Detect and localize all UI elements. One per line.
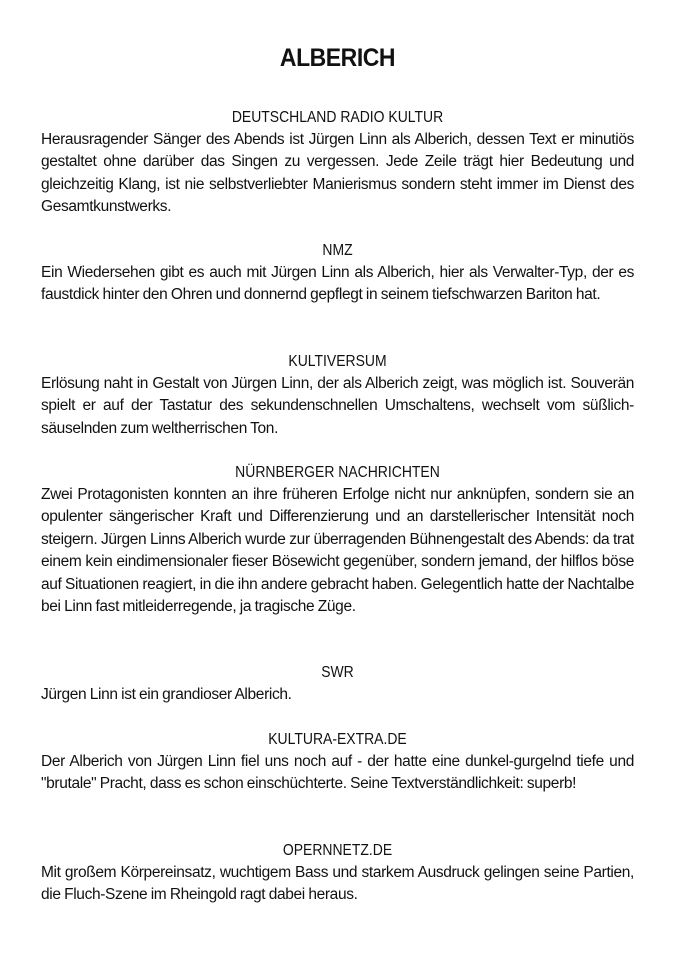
review-source: KULTIVERSUM (288, 353, 387, 370)
review-source: NMZ (322, 242, 353, 259)
page-title: ALBERICH (279, 44, 396, 72)
review-source: OPERNNETZ.DE (282, 842, 393, 859)
review-text: Ein Wiedersehen gibt es auch mit Jürgen Linn als Alberich, hier als Verwalter-Typ, der es faustdick hinter den Ohren und donnernd gepflegt in seinem tiefschwarzen Bariton hat. (41, 264, 634, 304)
review-source: DEUTSCHLAND RADIO KULTUR (231, 109, 444, 126)
review-section (41, 351, 634, 440)
review-text: Erlösung naht in Gestalt von Jürgen Linn, der als Alberich zeigt, was möglich ist. Souverän spielt er auf der Tastatur des sekundenschnellen Umschaltens, wechselt vom süßlich-säuselnden zum weltherrischen Ton. (41, 375, 634, 437)
review-source: NÜRNBERGER NACHRICHTEN (235, 464, 440, 481)
review-source: KULTURA-EXTRA.DE (268, 731, 407, 748)
review-section (41, 662, 634, 706)
review-source: SWR (321, 664, 354, 681)
review-section (41, 729, 634, 796)
review-text: Zwei Protagonisten konnten an ihre früheren Erfolge nicht nur anknüpfen, sondern sie an opulenter sängerischer Kraft und Differenzierung und an darstellerischer Intensität noch steigern. Jürgen Linns Alberich wurde zur überragenden Bühnengestalt des Abends: da trat einem kein eindimensionaler fieser Bösewicht gegenüber, sondern jemand, der hilflos böse auf Situationen reagiert, in die ihn andere gebracht haben. Gelegentlich hatte der Nachtalbe bei Linn fast mitleiderregende, ja tragische Züge. (41, 486, 634, 616)
review-section (41, 107, 634, 219)
review-section (41, 240, 634, 307)
review-section (41, 462, 634, 618)
review-text: Der Alberich von Jürgen Linn fiel uns noch auf - der hatte eine dunkel-gurgelnd tiefe und "brutale" Pracht, dass es schon einschüchterte. Seine Textverständlichkeit: superb! (41, 753, 634, 793)
review-section (41, 840, 634, 907)
review-text: Jürgen Linn ist ein grandioser Alberich. (41, 686, 292, 703)
review-text: Herausragender Sänger des Abends ist Jürgen Linn als Alberich, dessen Text er minutiös gestaltet ohne darüber das Singen zu vergessen. Jede Zeile trägt hier Bedeutung und gleichzeitig Klang, ist nie selbstverliebter Manierismus sondern steht immer im Dienst des Gesamtkunstwerks. (41, 131, 634, 216)
review-text: Mit großem Körpereinsatz, wuchtigem Bass und starkem Ausdruck gelingen seine Partien, die Fluch-Szene im Rheingold ragt dabei heraus. (41, 864, 634, 904)
